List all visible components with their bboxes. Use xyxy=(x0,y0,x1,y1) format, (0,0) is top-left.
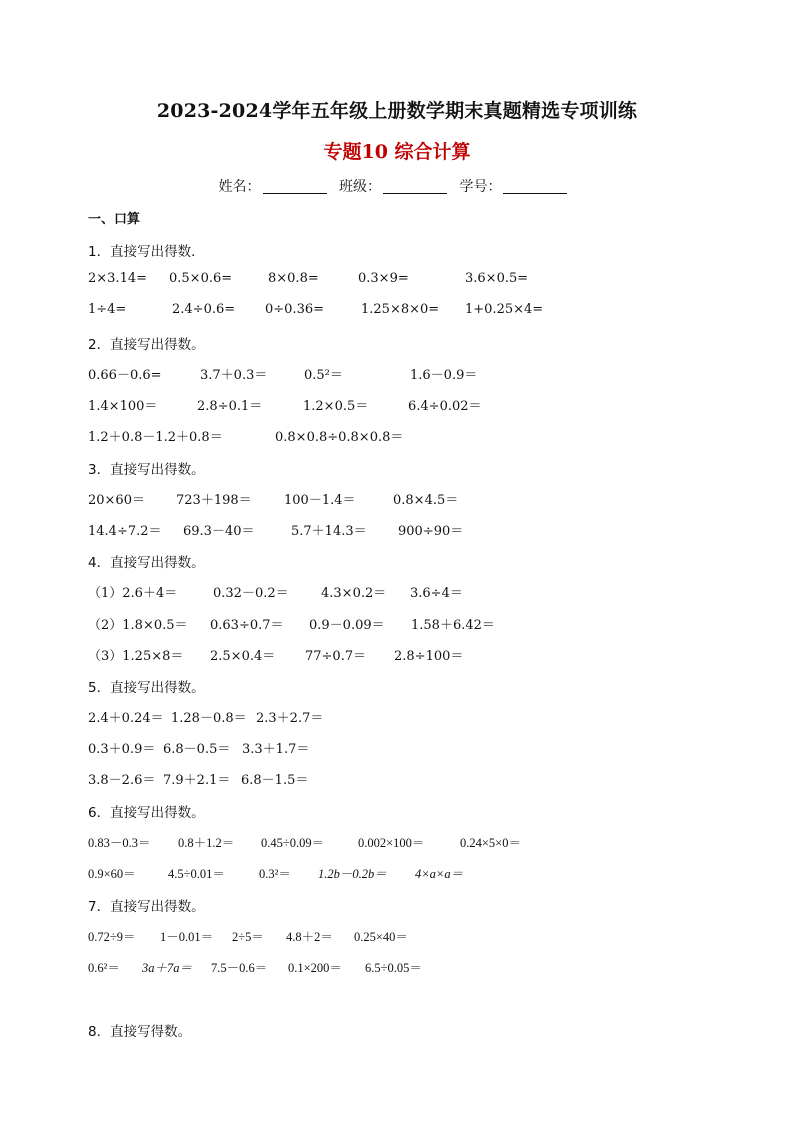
expression: 2.8÷0.1＝ xyxy=(197,399,263,414)
expression: 5.7＋14.3＝ xyxy=(291,524,367,539)
question-4-label: 4．直接写出得数。 xyxy=(88,555,205,571)
expression: 6.4÷0.02＝ xyxy=(408,399,482,414)
expression: 4×a×a＝ xyxy=(415,867,464,881)
expression: 2×3.14= xyxy=(88,271,148,286)
expression: 0.3×9= xyxy=(358,271,409,286)
name-label: 姓名： xyxy=(218,179,261,195)
name-blank[interactable] xyxy=(263,179,327,194)
expression: 1.6－0.9＝ xyxy=(410,368,478,383)
expression: 900÷90＝ xyxy=(398,524,464,539)
expression: 0.002×100＝ xyxy=(358,836,425,850)
expression: 1.2＋0.8－1.2＋0.8＝ xyxy=(88,430,223,445)
expression: 0.1×200＝ xyxy=(288,961,342,975)
expression: 0÷0.36= xyxy=(265,302,325,317)
expression: 0.83－0.3＝ xyxy=(88,836,151,850)
question-7-label: 7．直接写出得数。 xyxy=(88,899,205,915)
expression: 8×0.8= xyxy=(268,271,319,286)
question-5-label: 5．直接写出得数。 xyxy=(88,680,205,696)
expression: 0.24×5×0＝ xyxy=(460,836,521,850)
expression: 4.3×0.2＝ xyxy=(321,586,387,601)
expression: 20×60＝ xyxy=(88,493,145,508)
page-title: 2023-2024学年五年级上册数学期末真题精选专项训练 xyxy=(156,100,638,122)
expression: 2.3＋2.7＝ xyxy=(256,711,324,726)
expression: 77÷0.7＝ xyxy=(305,649,367,664)
page-subtitle: 专题10 综合计算 xyxy=(323,141,471,163)
expression: 0.9×60＝ xyxy=(88,867,136,881)
expression: 100－1.4＝ xyxy=(284,493,356,508)
expression: 1+0.25×4= xyxy=(465,302,544,317)
class-blank[interactable] xyxy=(383,179,447,194)
expression: 0.5×0.6= xyxy=(169,271,233,286)
expression: 1÷4= xyxy=(88,302,127,317)
expression: 1.25×8×0= xyxy=(361,302,440,317)
expression: 0.25×40＝ xyxy=(354,930,408,944)
question-8-label: 8．直接写得数。 xyxy=(88,1024,192,1040)
expression: 69.3－40＝ xyxy=(183,524,255,539)
expression: 2.4＋0.24＝ xyxy=(88,711,164,726)
id-blank[interactable] xyxy=(503,179,567,194)
question-6-label: 6．直接写出得数。 xyxy=(88,805,205,821)
expression: 2.4÷0.6= xyxy=(172,302,236,317)
expression: 1.4×100＝ xyxy=(88,399,158,414)
expression: 1.2×0.5＝ xyxy=(303,399,369,414)
expression: 0.45÷0.09＝ xyxy=(261,836,325,850)
expression: 1.58＋6.42＝ xyxy=(411,618,495,633)
expression: 6.5÷0.05＝ xyxy=(365,961,422,975)
expression: 3.6÷4＝ xyxy=(410,586,463,601)
expression: 3a＋7a＝ xyxy=(142,961,193,975)
expression: 0.3²＝ xyxy=(259,867,291,881)
expression: 0.3＋0.9＝ xyxy=(88,742,156,757)
expression: 0.32－0.2＝ xyxy=(213,586,289,601)
expression: 0.63÷0.7＝ xyxy=(210,618,284,633)
expression: 14.4÷7.2＝ xyxy=(88,524,162,539)
expression: 3.7＋0.3＝ xyxy=(200,368,268,383)
expression: 0.5²＝ xyxy=(304,368,343,383)
expression: 2.8÷100＝ xyxy=(394,649,464,664)
expression: （3）1.25×8＝ xyxy=(88,649,184,664)
expression: 0.72÷9＝ xyxy=(88,930,136,944)
expression: 7.5－0.6＝ xyxy=(211,961,268,975)
expression: 1.2b－0.2b＝ xyxy=(318,867,387,881)
expression: 0.8＋1.2＝ xyxy=(178,836,235,850)
expression: 0.9－0.09＝ xyxy=(309,618,385,633)
expression: 1－0.01＝ xyxy=(160,930,214,944)
class-label: 班级： xyxy=(339,179,381,195)
expression: 0.6²＝ xyxy=(88,961,120,975)
expression: 6.8－1.5＝ xyxy=(241,773,309,788)
expression: 0.8×0.8÷0.8×0.8＝ xyxy=(275,430,404,445)
question-1-label: 1．直接写出得数． xyxy=(88,244,205,260)
expression: 6.8－0.5＝ xyxy=(163,742,231,757)
expression: 3.3＋1.7＝ xyxy=(242,742,310,757)
question-3-label: 3．直接写出得数。 xyxy=(88,462,205,478)
expression: 723＋198＝ xyxy=(176,493,252,508)
expression: 0.66－0.6= xyxy=(88,368,162,383)
question-2-label: 2．直接写出得数。 xyxy=(88,337,205,353)
expression: （1）2.6＋4＝ xyxy=(88,586,178,601)
student-info-line xyxy=(0,176,794,196)
expression: 3.8－2.6＝ xyxy=(88,773,156,788)
id-label: 学号： xyxy=(459,179,502,195)
expression: 4.5÷0.01＝ xyxy=(168,867,225,881)
expression: 4.8＋2＝ xyxy=(286,930,333,944)
expression: 2÷5＝ xyxy=(232,930,264,944)
expression: 0.8×4.5＝ xyxy=(393,493,459,508)
expression: 3.6×0.5= xyxy=(465,271,529,286)
expression: （2）1.8×0.5＝ xyxy=(88,618,188,633)
section-title: 一、口算 xyxy=(88,212,141,227)
expression: 1.28－0.8＝ xyxy=(171,711,247,726)
expression: 7.9＋2.1＝ xyxy=(163,773,231,788)
expression: 2.5×0.4＝ xyxy=(210,649,276,664)
